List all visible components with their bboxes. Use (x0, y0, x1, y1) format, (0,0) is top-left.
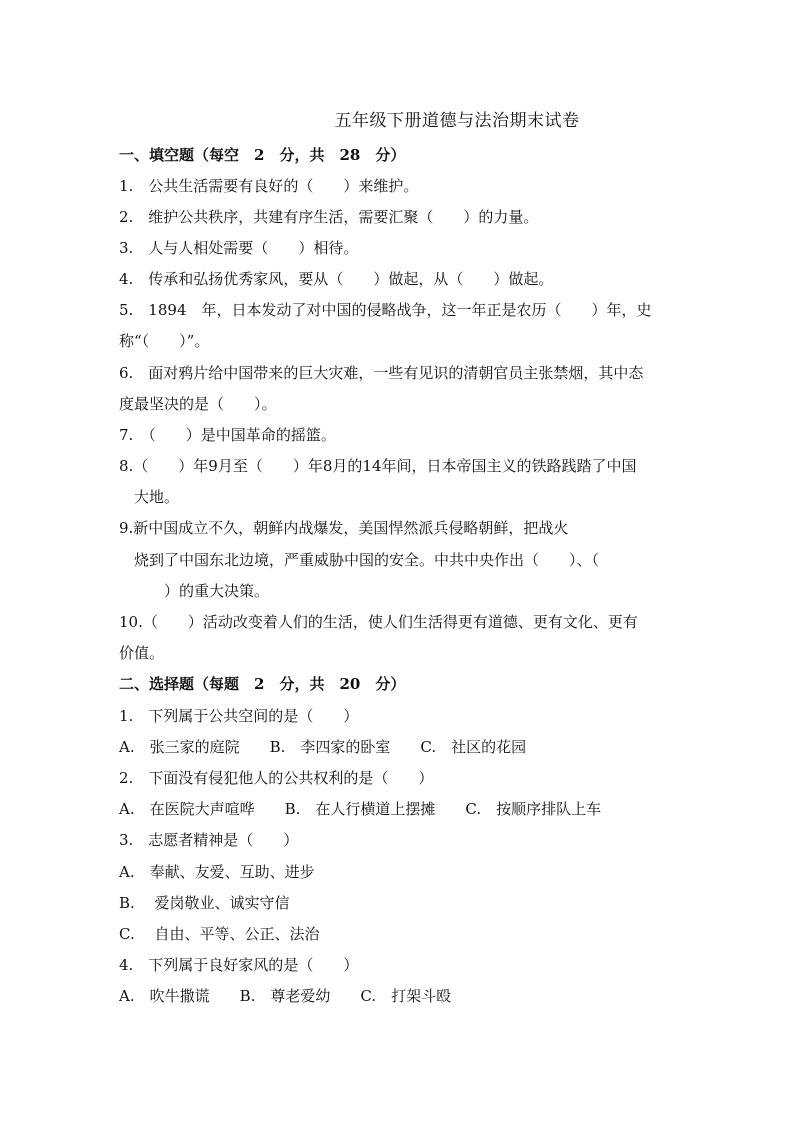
fill-question-2: 2. 维护公共秩序，共建有序生活，需要汇聚（ ）的力量。 (119, 208, 539, 226)
fill-question-1: 1. 公共生活需要有良好的（ ）来维护。 (119, 177, 419, 195)
choice-question-4-options: A. 吹牛撒谎 B. 尊老爱幼 C. 打架斗殴 (119, 987, 452, 1005)
fill-question-4: 4. 传承和弘扬优秀家风，要从（ ）做起，从（ ）做起。 (119, 270, 554, 288)
choice-question-3-option-c: C. 自由、平等、公正、法治 (119, 925, 320, 943)
fill-question-9-line3: ）的重大决策。 (134, 582, 270, 600)
fill-question-9-line1: 9.新中国成立不久，朝鲜内战爆发，美国悍然派兵侵略朝鲜，把战火 (119, 519, 569, 537)
choice-question-2-options: A. 在医院大声喧哗 B. 在人行横道上摆摊 C. 按顺序排队上车 (119, 800, 602, 818)
fill-question-10-line2: 价值。 (119, 644, 165, 662)
fill-question-3: 3. 人与人相处需要（ ）相待。 (119, 239, 359, 257)
fill-question-5-line2: 称“（ ）”。 (119, 332, 210, 350)
choice-question-1: 1. 下列属于公共空间的是（ ） (119, 707, 359, 725)
fill-question-8-line2: 大地。 (134, 488, 180, 506)
section2-heading: 二、选择题（每题 2 分，共 20 分） (119, 675, 406, 693)
fill-question-9-line2: 烧到了中国东北边境，严重威胁中国的安全。中共中央作出（ ）、（ (134, 551, 600, 569)
choice-question-3-option-a: A. 奉献、友爱、互助、进步 (119, 863, 315, 881)
fill-question-6-line1: 6. 面对鸦片给中国带来的巨大灾难，一些有见识的清朝官员主张禁烟，其中态 (119, 364, 644, 382)
fill-question-7: 7. （ ）是中国革命的摇篮。 (119, 426, 336, 444)
choice-question-4: 4. 下列属于良好家风的是（ ） (119, 956, 359, 974)
choice-question-2: 2. 下面没有侵犯他人的公共权利的是（ ） (119, 769, 434, 787)
fill-question-8-line1: 8.（ ）年9月至（ ）年8月的14年间，日本帝国主义的铁路践踏了中国 (119, 457, 637, 475)
fill-question-10-line1: 10.（ ）活动改变着人们的生活，使人们生活得更有道德、更有文化、更有 (119, 613, 638, 631)
fill-question-6-line2: 度最坚决的是（ ）。 (119, 395, 277, 413)
exam-title: 五年级下册道德与法治期末试卷 (334, 111, 580, 131)
fill-question-5-line1: 5. 1894 年，日本发动了对中国的侵略战争，这一年正是农历（ ）年，史 (119, 301, 652, 319)
choice-question-3: 3. 志愿者精神是（ ） (119, 831, 299, 849)
choice-question-1-options: A. 张三家的庭院 B. 李四家的卧室 C. 社区的花园 (119, 738, 527, 756)
choice-question-3-option-b: B. 爱岗敬业、诚实守信 (119, 894, 290, 912)
section1-heading: 一、填空题（每空 2 分，共 28 分） (119, 146, 406, 164)
